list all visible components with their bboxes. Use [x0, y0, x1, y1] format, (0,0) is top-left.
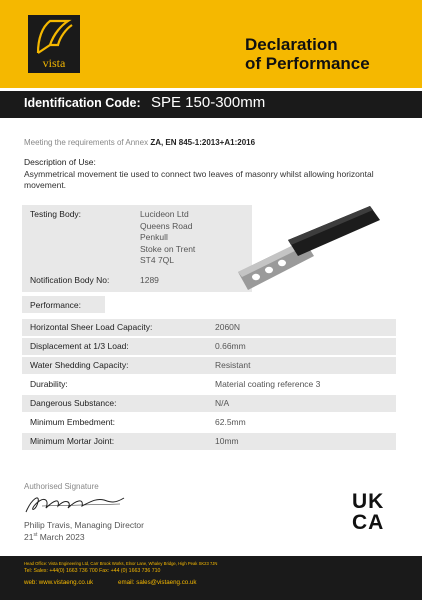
- row-value: 0.66mm: [215, 341, 246, 351]
- row-name: Water Shedding Capacity:: [30, 360, 129, 370]
- vista-wing-logo-icon: [28, 15, 80, 59]
- requirements-line: [24, 138, 255, 147]
- signatory-name: Philip Travis, Managing Director: [24, 520, 144, 530]
- address-line: Penkull: [140, 232, 168, 242]
- document-title: [245, 35, 370, 73]
- address-line: Stoke on Trent: [140, 243, 196, 254]
- row-name: Displacement at 1/3 Load:: [30, 341, 129, 351]
- row-value: N/A: [215, 398, 230, 408]
- row-value: 10mm: [215, 436, 239, 446]
- performance-label: Performance:: [30, 300, 82, 310]
- logo-text: vista: [42, 56, 66, 70]
- table-row: [22, 319, 396, 336]
- table-row: [22, 395, 396, 412]
- address-line: Lucideon Ltd: [140, 209, 189, 219]
- row-value: 62.5mm: [215, 417, 246, 427]
- testing-body-address: [140, 209, 195, 267]
- row-name: Durability:: [30, 379, 68, 389]
- address-line: Queens Road: [140, 220, 193, 231]
- date-day: 21: [24, 532, 34, 542]
- signature-label: Authorised Signature: [24, 482, 99, 491]
- table-row: [22, 414, 396, 431]
- notification-body-label: Notification Body No:: [30, 275, 110, 285]
- signature-date: [24, 532, 85, 542]
- requirements-standard: ZA, EN 845-1:2013+A1:2016: [150, 138, 256, 147]
- row-value: Resistant: [215, 360, 251, 370]
- title-line-1: Declaration: [245, 35, 338, 54]
- table-row: [22, 338, 396, 355]
- address-line: ST4 7QL: [140, 255, 175, 265]
- date-rest: March 2023: [37, 532, 85, 542]
- table-row: [22, 433, 396, 450]
- identification-bar: [0, 91, 422, 118]
- table-row: [22, 357, 396, 374]
- company-logo: [28, 15, 80, 73]
- row-value: Material coating reference 3: [215, 379, 321, 389]
- ukca-line-1: UK: [352, 490, 385, 513]
- handwritten-signature: [24, 492, 134, 516]
- footer-website-link[interactable]: web: www.vistaeng.co.uk: [24, 579, 94, 586]
- ukca-mark: [352, 491, 398, 533]
- ukca-line-2: CA: [352, 511, 385, 534]
- notification-body-value: 1289: [140, 275, 159, 285]
- testing-body-label: Testing Body:: [30, 209, 82, 219]
- footer-address: Head Office: Vista Engineering Ltd, Carr Brook Works, Elnor Lane, Whaley Bridge, High Peak SK23 7JN: [24, 561, 218, 566]
- title-line-2: of Performance: [245, 54, 370, 73]
- description-text: Asymmetrical movement tie used to connect two leaves of masonry whilst allowing horizontal movement.: [24, 169, 374, 190]
- performance-table: [22, 319, 396, 452]
- date-suffix: st: [33, 532, 38, 539]
- row-value: 2060N: [215, 322, 241, 332]
- identification-code: SPE 150-300mm: [151, 94, 266, 111]
- description-title: Description of Use:: [24, 157, 96, 167]
- identification-label: Identification Code:: [24, 96, 141, 110]
- row-name: Minimum Embedment:: [30, 417, 116, 427]
- requirements-prefix: Meeting the requirements of Annex: [24, 138, 149, 147]
- movement-tie-image: [230, 200, 390, 295]
- row-name: Dangerous Substance:: [30, 398, 117, 408]
- row-name: Minimum Mortar Joint:: [30, 436, 115, 446]
- footer-telephone: Tel: Sales: +44(0) 1663 736 700 Fax: +44 (0) 1663 736 710: [24, 568, 161, 574]
- row-name: Horizontal Sheer Load Capacity:: [30, 322, 153, 332]
- footer-email-link[interactable]: email: sales@vistaeng.co.uk: [118, 579, 197, 586]
- table-row: [22, 376, 396, 393]
